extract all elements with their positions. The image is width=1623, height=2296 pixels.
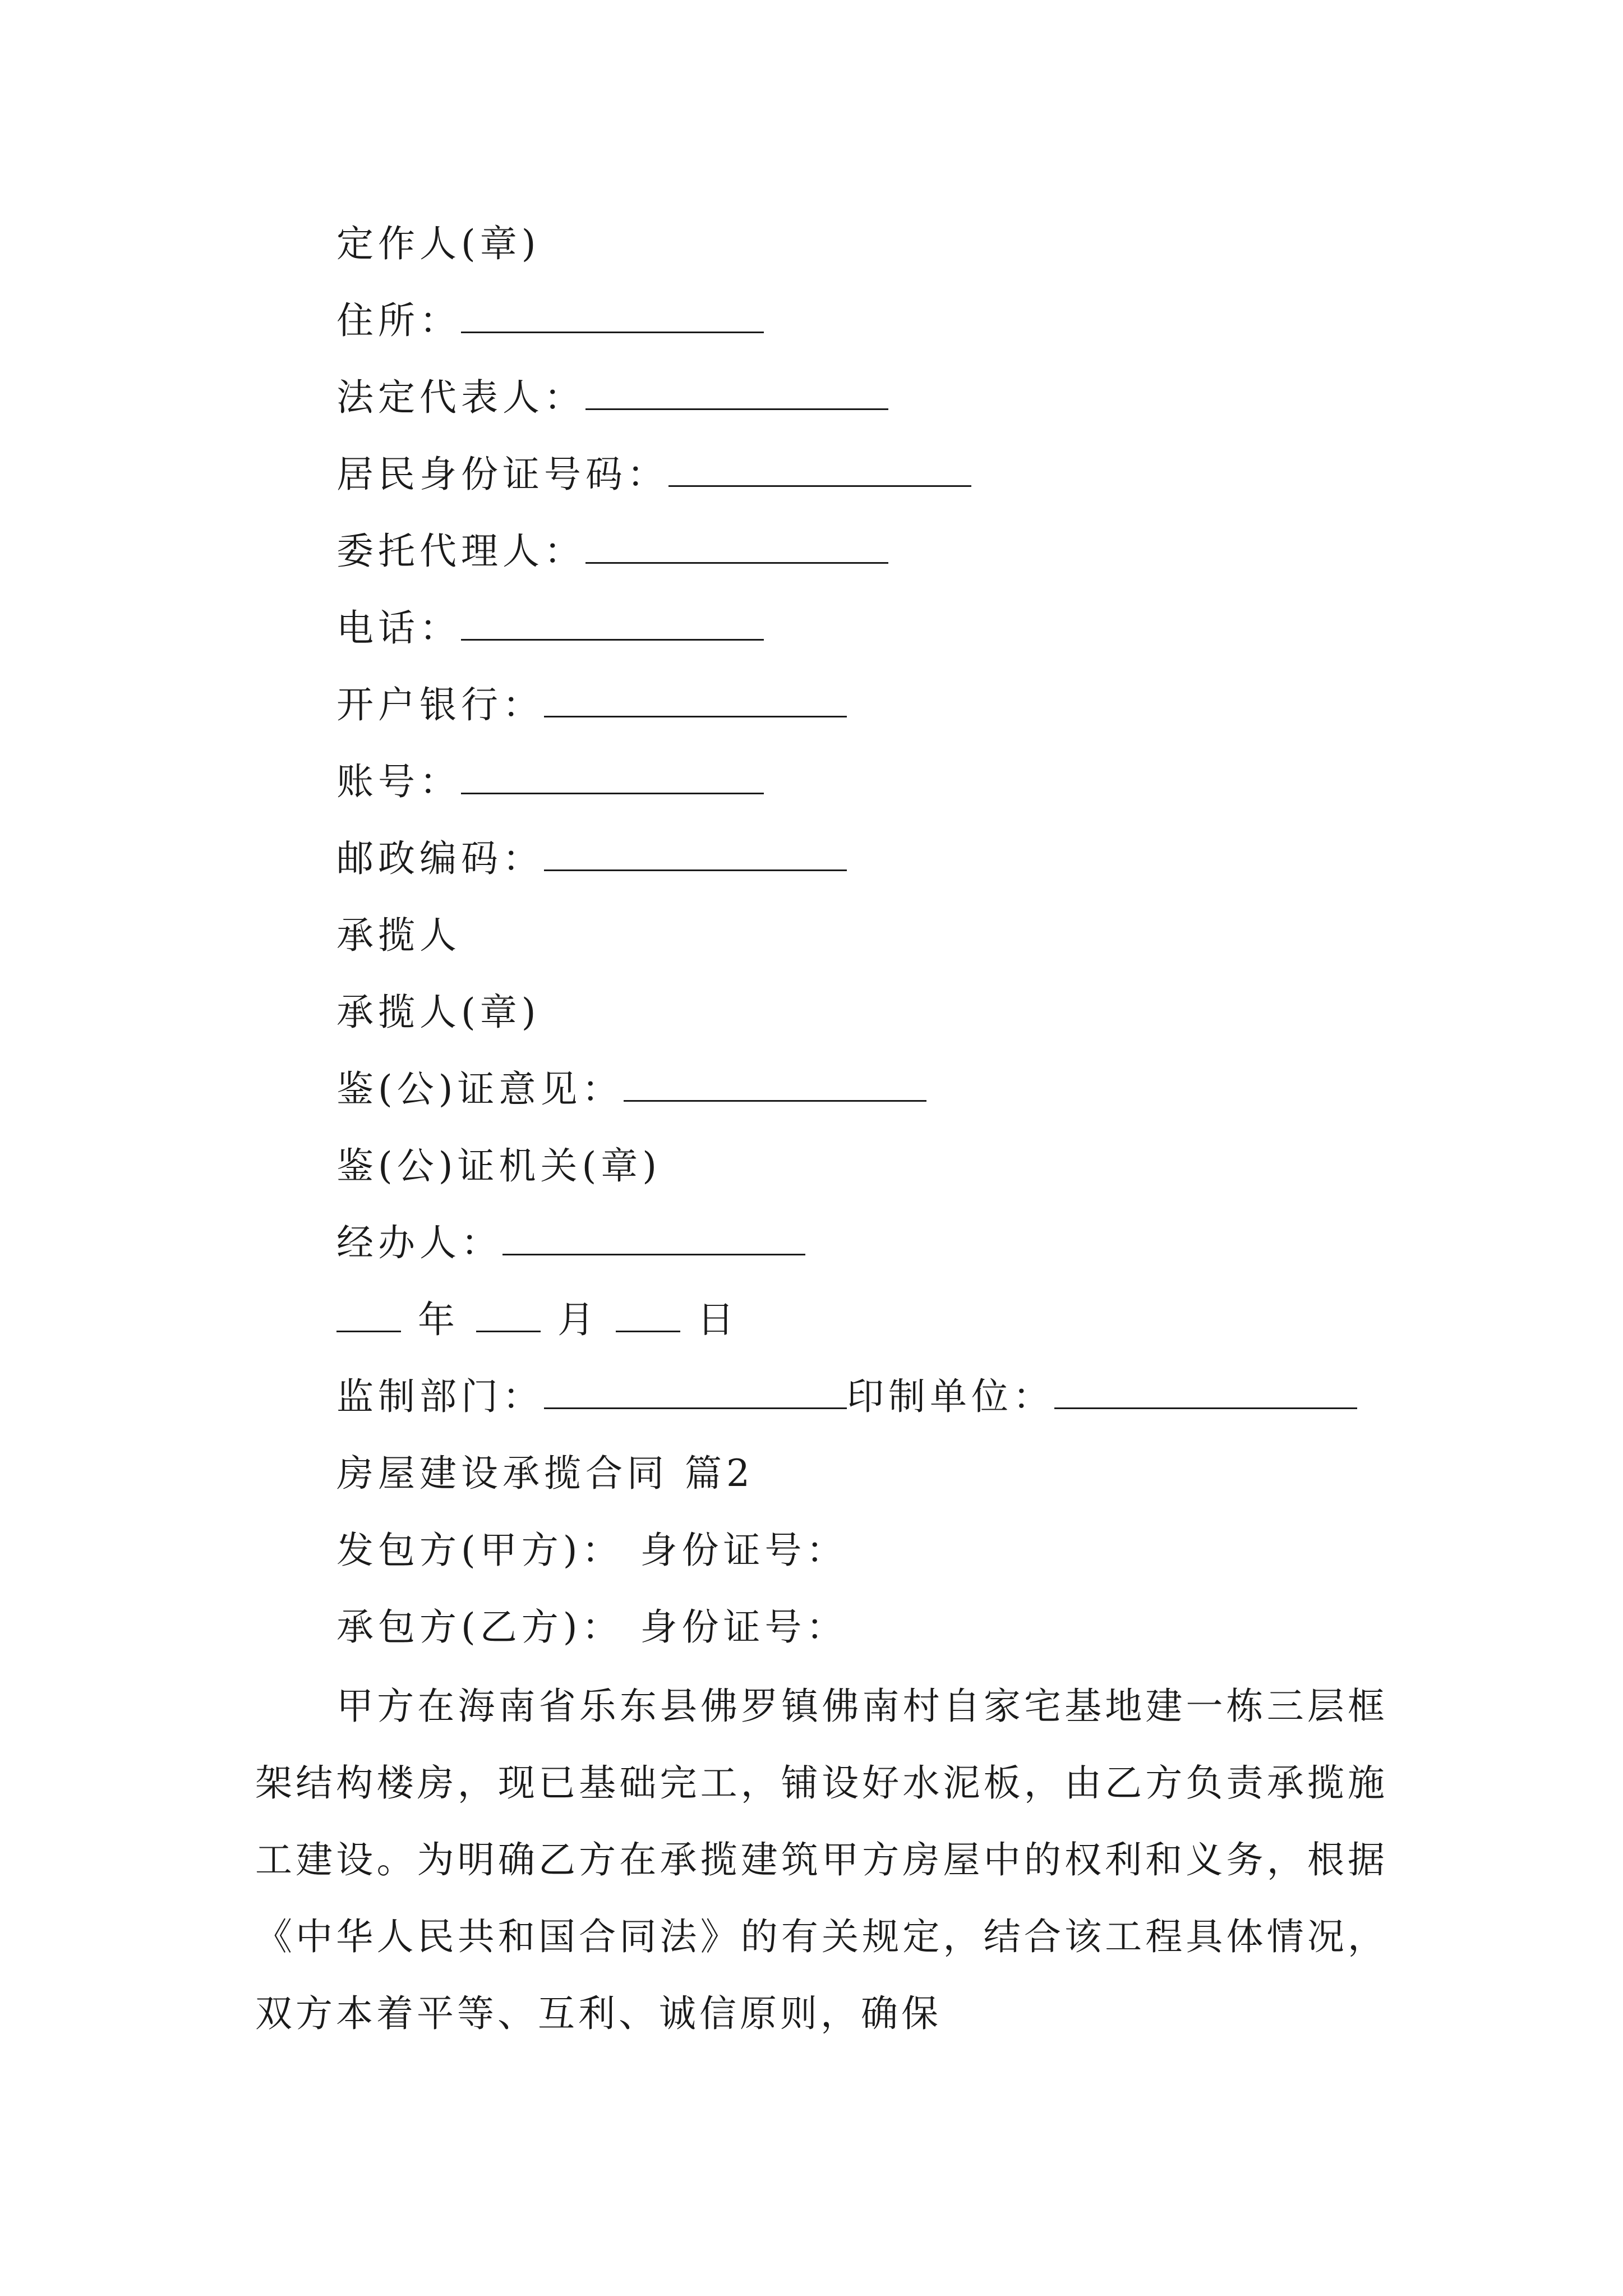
address-blank[interactable] — [461, 299, 764, 333]
agent-blank[interactable] — [585, 530, 888, 564]
notary-opinion-field: 鉴(公)证意见： — [336, 1067, 926, 1112]
supervision-printing-line: 监制部门： 印制单位： — [336, 1374, 1357, 1419]
year-blank[interactable] — [336, 1298, 401, 1332]
id-number-blank[interactable] — [668, 453, 971, 487]
notary-opinion-blank[interactable] — [624, 1068, 926, 1102]
party-b-line: 承包方(乙方)： 身份证号： — [336, 1605, 848, 1649]
phone-field: 电话： — [336, 606, 764, 651]
section-title: 房屋建设承揽合同 篇2 — [336, 1452, 754, 1495]
day-blank[interactable] — [616, 1298, 680, 1332]
handler-blank[interactable] — [502, 1221, 805, 1255]
notary-office-seal-label: 鉴(公)证机关(章) — [336, 1144, 661, 1188]
account-field: 账号： — [336, 760, 764, 804]
body-paragraph: 甲方在海南省乐东县佛罗镇佛南村自家宅基地建一栋三层框架结构楼房，现已基础完工，铺设好水泥板，由乙方负责承揽施工建设。为明确乙方在承揽建筑甲方房屋中的权利和义务，根据《中华人民共和国合同法》的有关规定，结合该工程具体情况，双方本着平等、互利、诚信原则，确保 — [255, 1685, 1388, 2035]
handler-field: 经办人： — [336, 1221, 805, 1266]
bank-blank[interactable] — [544, 683, 847, 717]
address-field: 住所： — [336, 298, 764, 343]
supervision-dept-blank[interactable] — [544, 1375, 847, 1409]
account-blank[interactable] — [461, 760, 764, 794]
bank-field: 开户银行： — [336, 683, 847, 728]
undertaker-seal-label: 承揽人(章) — [336, 991, 541, 1034]
phone-blank[interactable] — [461, 606, 764, 641]
printing-unit-blank[interactable] — [1054, 1375, 1357, 1409]
postcode-blank[interactable] — [544, 837, 847, 871]
party-a-line: 发包方(甲方)： 身份证号： — [336, 1529, 848, 1572]
agent-field: 委托代理人： — [336, 529, 888, 574]
legal-rep-blank[interactable] — [585, 376, 888, 410]
contractor-seal-label: 定作人(章) — [336, 222, 541, 265]
id-number-field: 居民身份证号码： — [336, 452, 971, 497]
date-line: 年 月 日 — [336, 1297, 739, 1342]
month-blank[interactable] — [476, 1298, 541, 1332]
postcode-field: 邮政编码： — [336, 836, 847, 881]
undertaker-heading: 承揽人 — [336, 914, 461, 957]
legal-rep-field: 法定代表人： — [336, 375, 888, 420]
